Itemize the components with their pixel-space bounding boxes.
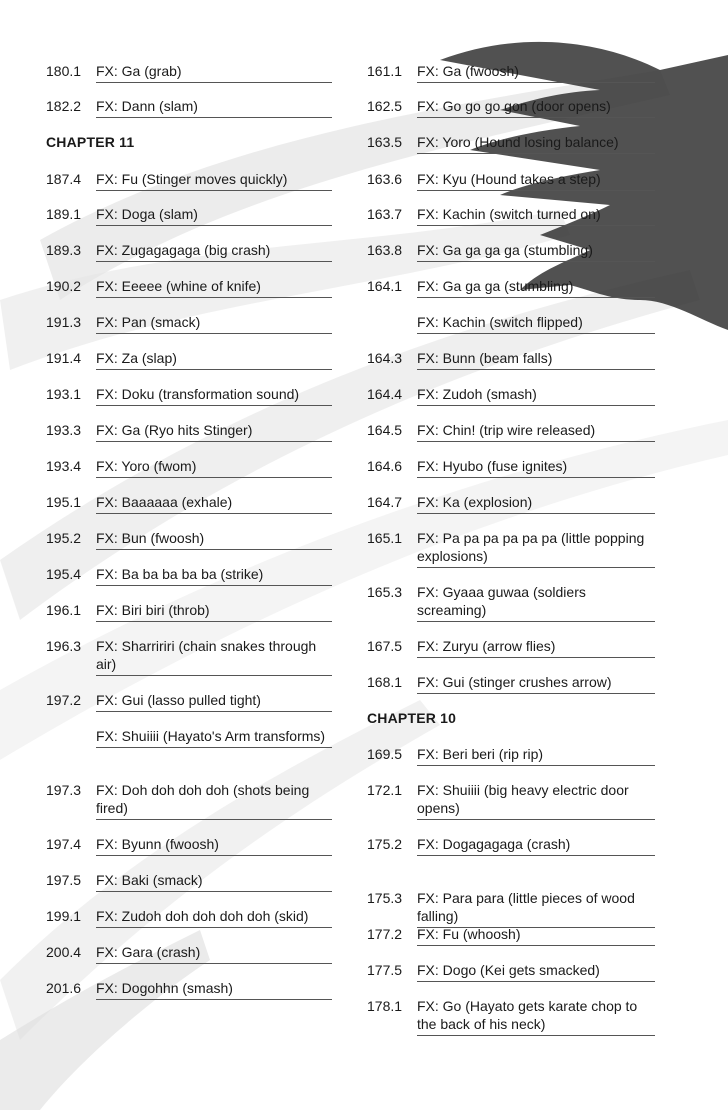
fx-entry xyxy=(367,781,655,820)
fx-entry xyxy=(367,170,655,191)
page-panel-number: 197.3 xyxy=(46,782,82,798)
fx-translation: FX: Zudoh doh doh doh doh (skid) xyxy=(96,907,332,928)
page-panel-number: 175.2 xyxy=(367,836,403,852)
fx-translation: FX: Ga ga ga ga (stumbling) xyxy=(417,241,655,262)
fx-entry xyxy=(46,385,332,406)
fx-translation: FX: Doga (slam) xyxy=(96,205,332,226)
fx-entry xyxy=(367,889,655,928)
fx-entry xyxy=(46,529,332,550)
fx-entry xyxy=(367,277,655,298)
page-panel-number: 178.1 xyxy=(367,998,403,1014)
fx-entry xyxy=(46,637,332,676)
fx-entry xyxy=(46,871,332,892)
fx-translation: FX: Za (slap) xyxy=(96,349,332,370)
page-panel-number: 162.5 xyxy=(367,98,403,114)
fx-translation: FX: Doku (transformation sound) xyxy=(96,385,332,406)
fx-translation: FX: Dogagagaga (crash) xyxy=(417,835,655,856)
fx-translation: FX: Baaaaaa (exhale) xyxy=(96,493,332,514)
fx-entry xyxy=(46,241,332,262)
fx-entry xyxy=(46,349,332,370)
fx-translation: FX: Bun (fwoosh) xyxy=(96,529,332,550)
fx-translation: FX: Ba ba ba ba ba (strike) xyxy=(96,565,332,586)
page-panel-number: 193.3 xyxy=(46,422,82,438)
page-panel-number: 164.4 xyxy=(367,386,403,402)
page-panel-number: 190.2 xyxy=(46,278,82,294)
fx-entry xyxy=(367,385,655,406)
fx-entry xyxy=(46,277,332,298)
fx-translation: FX: Kachin (switch flipped) xyxy=(417,313,655,334)
fx-translation: FX: Ga ga ga (stumbling) xyxy=(417,277,655,298)
fx-entry xyxy=(46,170,332,191)
fx-translation: FX: Chin! (trip wire released) xyxy=(417,421,655,442)
page-panel-number: 165.1 xyxy=(367,530,403,546)
fx-entry xyxy=(46,313,332,334)
page-panel-number: 182.2 xyxy=(46,98,82,114)
page-panel-number: 177.2 xyxy=(367,926,403,942)
page-panel-number: 172.1 xyxy=(367,782,403,798)
fx-translation: FX: Byunn (fwoosh) xyxy=(96,835,332,856)
page-panel-number: 196.1 xyxy=(46,602,82,618)
page-panel-number: 164.7 xyxy=(367,494,403,510)
page-panel-number: 197.2 xyxy=(46,692,82,708)
fx-entry xyxy=(367,637,655,658)
fx-translation: FX: Bunn (beam falls) xyxy=(417,349,655,370)
fx-translation: FX: Doh doh doh doh (shots being fired) xyxy=(96,781,332,820)
page-panel-number: 169.5 xyxy=(367,746,403,762)
page-panel-number: 195.2 xyxy=(46,530,82,546)
page-panel-number: 201.6 xyxy=(46,980,82,996)
fx-entry xyxy=(46,943,332,964)
fx-translation: FX: Gyaaa guwaa (soldiers screaming) xyxy=(417,583,655,622)
fx-entry xyxy=(46,979,332,1000)
fx-translation: FX: Sharririri (chain snakes through air) xyxy=(96,637,332,676)
page-panel-number: 164.6 xyxy=(367,458,403,474)
fx-entry xyxy=(46,781,332,820)
fx-entry xyxy=(367,835,655,856)
fx-entry xyxy=(46,601,332,622)
fx-entry xyxy=(367,745,655,766)
fx-translation: FX: Yoro (Hound losing balance) xyxy=(417,133,655,154)
page-panel-number: 177.5 xyxy=(367,962,403,978)
fx-entry xyxy=(367,97,655,118)
page-panel-number: 195.1 xyxy=(46,494,82,510)
fx-translation: FX: Fu (Stinger moves quickly) xyxy=(96,170,332,191)
page-panel-number: 197.5 xyxy=(46,872,82,888)
fx-entry xyxy=(367,925,655,946)
fx-entry xyxy=(367,205,655,226)
fx-translation: FX: Kyu (Hound takes a step) xyxy=(417,170,655,191)
fx-translation: FX: Dann (slam) xyxy=(96,97,332,118)
page-panel-number: 189.3 xyxy=(46,242,82,258)
page-panel-number: 195.4 xyxy=(46,566,82,582)
fx-entry xyxy=(46,493,332,514)
fx-entry xyxy=(46,62,332,83)
chapter-heading: CHAPTER 11 xyxy=(46,134,135,150)
fx-entry xyxy=(367,961,655,982)
fx-entry xyxy=(46,907,332,928)
fx-translation: FX: Ka (explosion) xyxy=(417,493,655,514)
fx-translation: FX: Ga (grab) xyxy=(96,62,332,83)
fx-translation: FX: Kachin (switch turned on) xyxy=(417,205,655,226)
page-panel-number: 164.3 xyxy=(367,350,403,366)
fx-translation: FX: Pan (smack) xyxy=(96,313,332,334)
page-panel-number: 163.7 xyxy=(367,206,403,222)
fx-translation: FX: Zuryu (arrow flies) xyxy=(417,637,655,658)
page-panel-number: 191.4 xyxy=(46,350,82,366)
page-panel-number: 163.6 xyxy=(367,171,403,187)
fx-entry xyxy=(367,457,655,478)
fx-entry xyxy=(367,583,655,622)
page-panel-number: 193.1 xyxy=(46,386,82,402)
page-panel-number: 199.1 xyxy=(46,908,82,924)
fx-translation: FX: Ga (Ryo hits Stinger) xyxy=(96,421,332,442)
page-panel-number: 164.1 xyxy=(367,278,403,294)
fx-translation: FX: Hyubo (fuse ignites) xyxy=(417,457,655,478)
page-panel-number: 167.5 xyxy=(367,638,403,654)
fx-entry xyxy=(367,673,655,694)
fx-entry xyxy=(46,835,332,856)
page-panel-number: 175.3 xyxy=(367,890,403,906)
fx-entry xyxy=(367,421,655,442)
page-panel-number: 189.1 xyxy=(46,206,82,222)
page-panel-number: 168.1 xyxy=(367,674,403,690)
fx-entry xyxy=(367,313,655,334)
page-panel-number: 200.4 xyxy=(46,944,82,960)
page-panel-number: 180.1 xyxy=(46,63,82,79)
fx-entry xyxy=(46,97,332,118)
page-panel-number: 193.4 xyxy=(46,458,82,474)
fx-translation: FX: Ga (fwoosh) xyxy=(417,62,655,83)
fx-entry xyxy=(46,727,332,748)
fx-translation: FX: Eeeee (whine of knife) xyxy=(96,277,332,298)
fx-translation: FX: Gui (stinger crushes arrow) xyxy=(417,673,655,694)
fx-translation: FX: Dogo (Kei gets smacked) xyxy=(417,961,655,982)
fx-entry xyxy=(46,691,332,712)
page-panel-number: 196.3 xyxy=(46,638,82,654)
fx-translation: FX: Baki (smack) xyxy=(96,871,332,892)
fx-entry xyxy=(46,421,332,442)
fx-entry xyxy=(367,529,655,568)
fx-entry xyxy=(367,493,655,514)
fx-translation: FX: Go (Hayato gets karate chop to the back of his neck) xyxy=(417,997,655,1036)
fx-translation: FX: Para para (little pieces of wood falling) xyxy=(417,889,655,928)
page-panel-number: 187.4 xyxy=(46,171,82,187)
page-panel-number: 164.5 xyxy=(367,422,403,438)
fx-entry xyxy=(367,62,655,83)
fx-entry xyxy=(367,997,655,1036)
fx-translation: FX: Zugagagaga (big crash) xyxy=(96,241,332,262)
fx-translation: FX: Zudoh (smash) xyxy=(417,385,655,406)
page-panel-number: 197.4 xyxy=(46,836,82,852)
page-panel-number: 191.3 xyxy=(46,314,82,330)
fx-translation: FX: Shuiiii (big heavy electric door opens) xyxy=(417,781,655,820)
fx-translation: FX: Dogohhn (smash) xyxy=(96,979,332,1000)
fx-translation: FX: Gara (crash) xyxy=(96,943,332,964)
page-panel-number: 163.8 xyxy=(367,242,403,258)
fx-entry xyxy=(367,133,655,154)
fx-entry xyxy=(367,241,655,262)
fx-translation: FX: Shuiiii (Hayato's Arm transforms) xyxy=(96,727,332,748)
page-panel-number: 161.1 xyxy=(367,63,403,79)
fx-translation: FX: Biri biri (throb) xyxy=(96,601,332,622)
fx-translation: FX: Yoro (fwom) xyxy=(96,457,332,478)
fx-translation: FX: Gui (lasso pulled tight) xyxy=(96,691,332,712)
fx-translation: FX: Go go go gon (door opens) xyxy=(417,97,655,118)
fx-entry xyxy=(46,457,332,478)
fx-entry xyxy=(367,349,655,370)
page-panel-number: 163.5 xyxy=(367,134,403,150)
fx-translation: FX: Beri beri (rip rip) xyxy=(417,745,655,766)
page-panel-number: 165.3 xyxy=(367,584,403,600)
fx-translation: FX: Pa pa pa pa pa pa (little popping explosions) xyxy=(417,529,655,568)
fx-entry xyxy=(46,565,332,586)
fx-entry xyxy=(46,205,332,226)
chapter-heading: CHAPTER 10 xyxy=(367,710,457,726)
fx-translation: FX: Fu (whoosh) xyxy=(417,925,655,946)
